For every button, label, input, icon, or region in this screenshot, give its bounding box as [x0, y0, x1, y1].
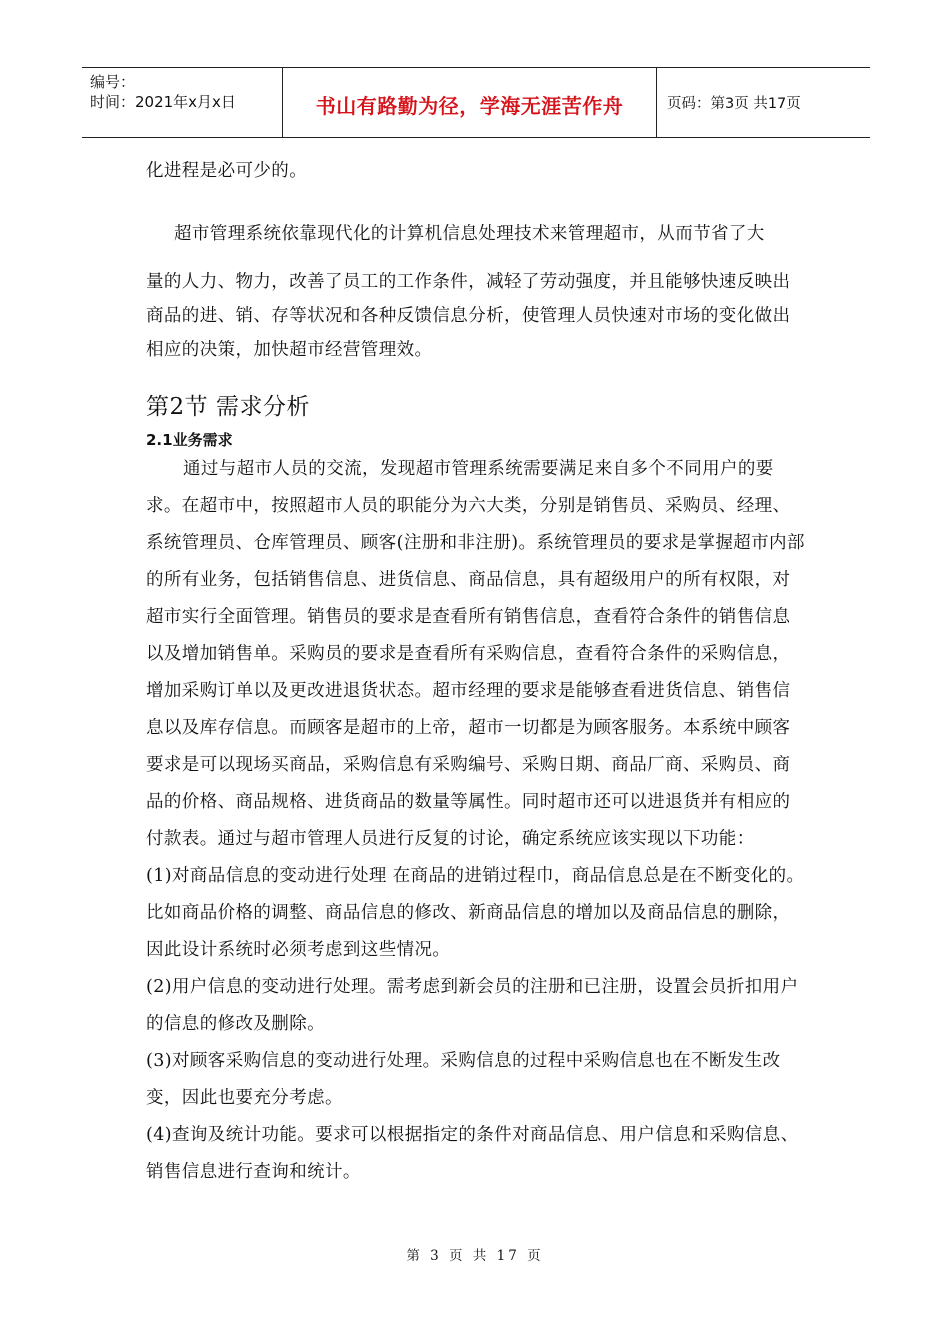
function-item-2: (2)用户信息的变动进行处理。需考虑到新会员的注册和已注册，设置会员折扣用户的信息的修改及删除。: [146, 977, 799, 1034]
page-header: [82, 67, 870, 138]
requirements-body: [146, 451, 806, 1191]
business-paragraph: 通过与超市人员的交流，发现超市管理系统需要满足来自多个不同用户的要求。在超市中，按照超市人员的职能分为六大类，分别是销售员、采购员、经理、系统管理员、仓库管理员、顾客(注册和非注册)。系统管理员的要求是掌握超市内部的所有业务，包括销售信息、进货信息、商品信息，具有超级用户的所有权限，对超市实行全面管理。销售员的要求是查看所有销售信息，查看符合条件的销售信息以及增加销售单。采购员的要求是查看所有采购信息，查看符合条件的采购信息，增加采购订单以及更改进退货状态。超市经理的要求是能够查看进货信息、销售信息以及库存信息。而顾客是超市的上帝，超市一切都是为顾客服务。本系统中顾客要求是可以现场买商品，采购信息有采购编号、采购日期、商品厂商、采购员、商品的价格、商品规格、进货商品的数量等属性。同时超市还可以进退货并有相应的付款表。通过与超市管理人员进行反复的讨论，确定系统应该实现以下功能：: [146, 459, 805, 849]
section-title: 第2节 需求分析: [146, 394, 310, 420]
intro-rest-block: [146, 265, 806, 367]
paragraph-continuation: 化进程是必可少的。: [146, 161, 308, 181]
time-label: 时间：2021年x月x日: [90, 93, 236, 111]
subsection-title: 2.1业务需求: [146, 431, 233, 449]
intro-first-line: 超市管理系统依靠现代化的计算机信息处理技术来管理超市，从而节省了大: [174, 224, 765, 244]
function-item-3: (3)对顾客采购信息的变动进行处理。采购信息的过程中采购信息也在不断发生改变，因此也要充分考虑。: [146, 1051, 781, 1108]
header-meta: [82, 68, 283, 137]
serial-label: 编号：: [90, 73, 136, 91]
header-motto: 书山有路勤为径，学海无涯苦作舟: [283, 68, 657, 137]
intro-paragraph: 量的人力、物力，改善了员工的工作条件，减轻了劳动强度，并且能够快速反映出商品的进、销、存等状况和各种反馈信息分析，使管理人员快速对市场的变化做出相应的决策，加快超市经营管理效。: [146, 272, 791, 360]
function-item-4: (4)查询及统计功能。要求可以根据指定的条件对商品信息、用户信息和采购信息、销售信息进行查询和统计。: [146, 1125, 799, 1182]
intro-first-line-block: [146, 217, 806, 251]
body-text-top: [146, 154, 806, 188]
function-item-1: (1)对商品信息的变动进行处理 在商品的进销过程巾，商品信息总是在不断变化的。比如商品价格的调整、商品信息的修改、新商品信息的增加以及商品信息的删除，因此设计系统时必须考虑到这些情况。: [146, 866, 805, 960]
header-page-info: 页码：第3页 共17页: [667, 96, 801, 112]
page-footer: 第 3 页 共 17 页: [406, 1248, 544, 1264]
